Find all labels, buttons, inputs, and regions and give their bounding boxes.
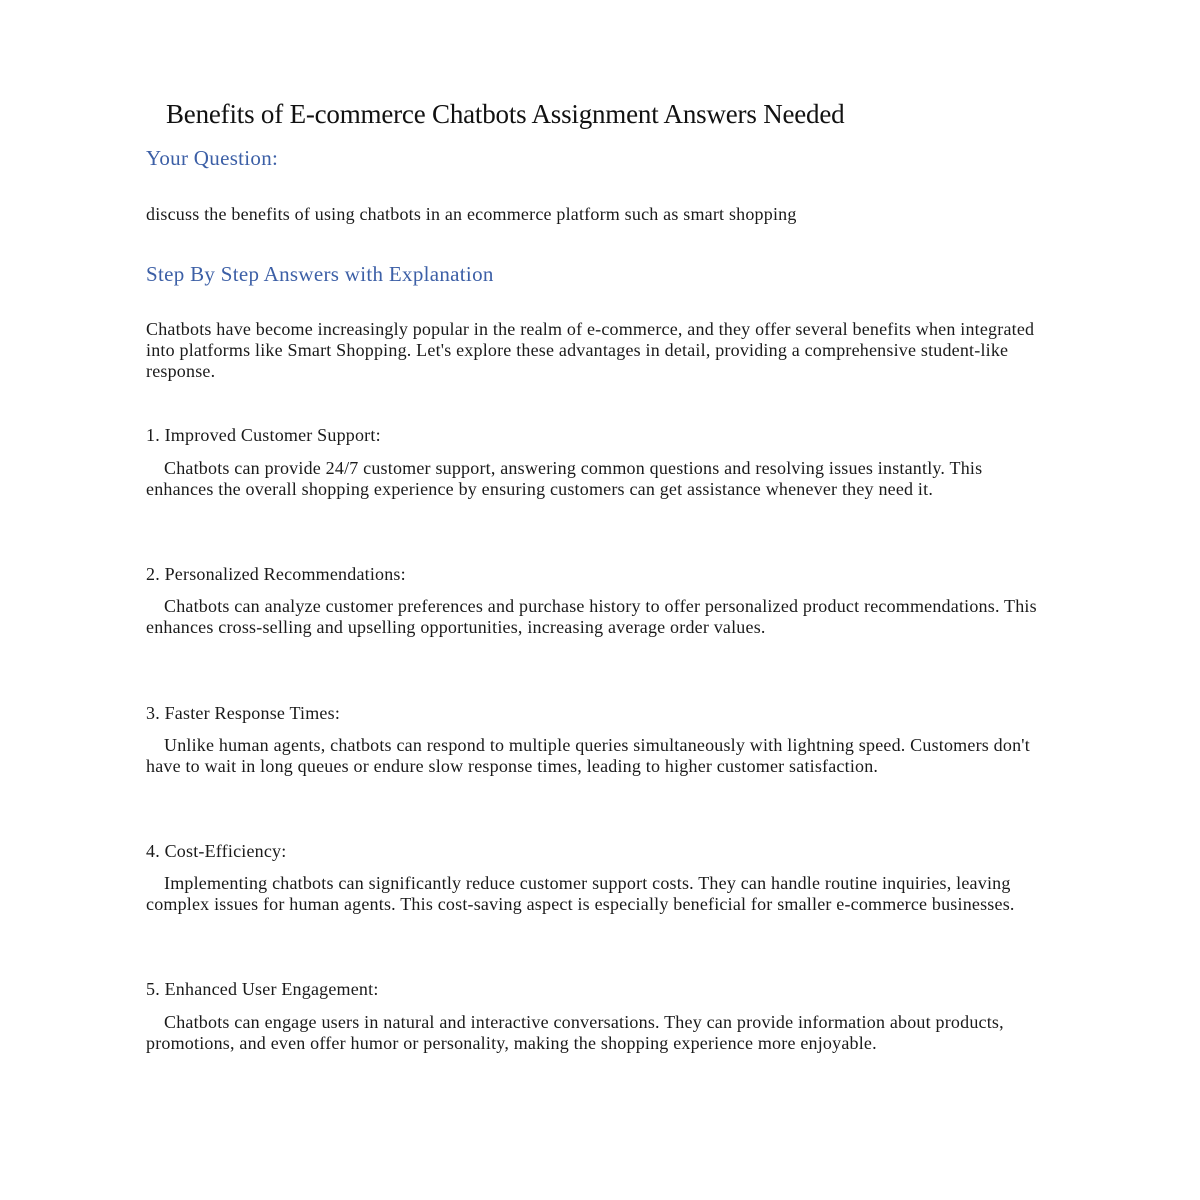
benefit-title-customer-support: 1. Improved Customer Support: <box>146 425 381 445</box>
answers-heading: Step By Step Answers with Explanation <box>146 262 494 286</box>
intro-paragraph: Chatbots have become increasingly popular in the realm of e-commerce, and they offer several benefits when integrated into platforms like Smart Shopping. Let's explore these advantages in detail, providing a comprehensive student-like response. <box>146 319 1035 381</box>
benefit-body-customer-support: Chatbots can provide 24/7 customer support, answering common questions and resolving issues instantly. This enhances the overall shopping experience by ensuring customers can get assistance whenever they need it. <box>146 458 983 499</box>
benefit-body-user-engagement: Chatbots can engage users in natural and interactive conversations. They can provide information about products, promotions, and even offer humor or personality, making the shopping experience more enjoyable. <box>146 1012 1004 1053</box>
benefit-body-response-times: Unlike human agents, chatbots can respond to multiple queries simultaneously with lightning speed. Customers don't have to wait in long queues or endure slow response times, leading to higher customer satisfaction. <box>146 735 1030 776</box>
question-heading: Your Question: <box>146 146 279 170</box>
benefit-title-user-engagement: 5. Enhanced User Engagement: <box>146 979 379 999</box>
benefit-body-recommendations: Chatbots can analyze customer preferences and purchase history to offer personalized product recommendations. This enhances cross-selling and upselling opportunities, increasing average order values. <box>146 596 1037 637</box>
benefit-title-response-times: 3. Faster Response Times: <box>146 703 341 723</box>
benefit-title-recommendations: 2. Personalized Recommendations: <box>146 564 406 584</box>
question-text: discuss the benefits of using chatbots in an ecommerce platform such as smart shopping <box>146 204 797 224</box>
benefit-title-cost-efficiency: 4. Cost-Efficiency: <box>146 841 287 861</box>
document-title: Benefits of E-commerce Chatbots Assignment Answers Needed <box>166 99 845 129</box>
benefit-body-cost-efficiency: Implementing chatbots can significantly reduce customer support costs. They can handle routine inquiries, leaving complex issues for human agents. This cost-saving aspect is especially beneficial for smaller e-commerce businesses. <box>146 873 1015 914</box>
